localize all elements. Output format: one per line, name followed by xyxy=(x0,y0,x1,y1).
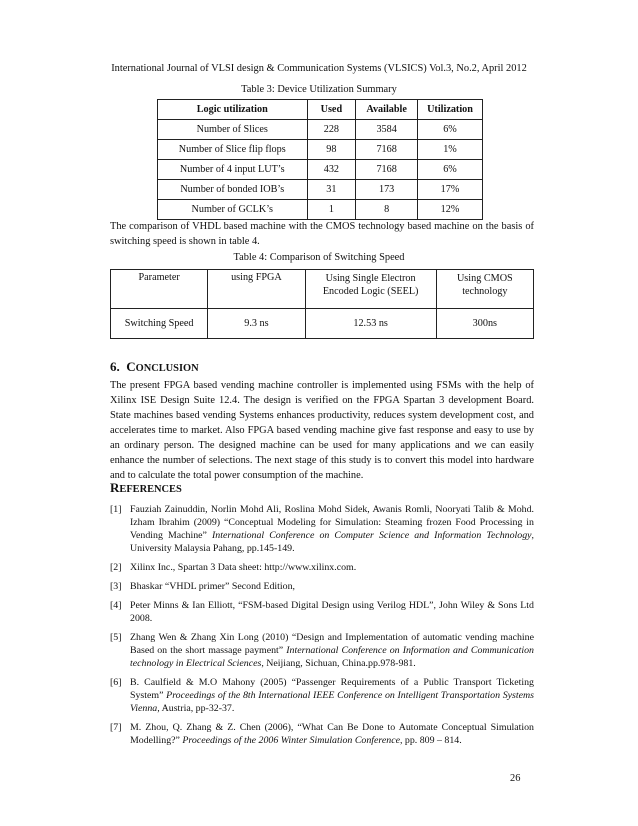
reference-venue: International Conference on Computer Science and Information Technology xyxy=(212,530,532,541)
table-cell: 12.53 ns xyxy=(305,309,436,339)
table-cell: 432 xyxy=(307,160,356,180)
reference-number: [6] xyxy=(110,677,122,688)
table-cell: Number of Slices xyxy=(158,120,308,140)
table-cell: 12% xyxy=(418,200,483,220)
table-cell: 98 xyxy=(307,140,356,160)
device-utilization-table xyxy=(157,99,483,220)
table-row xyxy=(158,200,483,220)
table-header-cell: Logic utilization xyxy=(158,100,308,120)
table-header-cell: using FPGA xyxy=(208,270,305,309)
table-header-cell: Available xyxy=(356,100,418,120)
reference-text: Bhaskar “VHDL primer” Second Edition, xyxy=(130,581,295,592)
table-cell: 7168 xyxy=(356,140,418,160)
table-cell: Number of bonded IOB’s xyxy=(158,180,308,200)
table-row xyxy=(111,309,534,339)
reference-tail: , pp. 809 – 814. xyxy=(399,735,462,746)
reference-text: Fauziah Zainuddin, Norlin Mohd Ali, Roslina Mohd Sidek, Awanis Romli, Nooryati Talib & Mohd. Izham Ibrahim (2009) “Conceptual Modeling for Simulation: Steaming frozen Food Processing in Vending Machine” xyxy=(130,504,534,541)
table-cell: 228 xyxy=(307,120,356,140)
reference-number: [7] xyxy=(110,722,122,733)
table-cell: Number of 4 input LUT’s xyxy=(158,160,308,180)
table-cell: Switching Speed xyxy=(111,309,208,339)
section-title-rest: EFERENCES xyxy=(119,484,182,495)
table-cell: 1% xyxy=(418,140,483,160)
reference-item xyxy=(110,721,534,747)
table-cell: 17% xyxy=(418,180,483,200)
reference-text: B. Caulfield & M.O Mahony (2005) “Passenger Requirements of a Public Transport Ticketing System” xyxy=(130,677,534,701)
table-row xyxy=(158,160,483,180)
table-cell: Number of Slice flip flops xyxy=(158,140,308,160)
reference-number: [3] xyxy=(110,581,122,592)
comparison-intro-paragraph: The comparison of VHDL based machine with the CMOS technology based machine on the basis of switching speed is shown in table 4. xyxy=(110,221,534,247)
reference-text: Xilinx Inc., Spartan 3 Data sheet: http://www.xilinx.com. xyxy=(130,562,357,573)
reference-number: [4] xyxy=(110,600,122,611)
switching-speed-table xyxy=(110,269,534,339)
section-title-initial: C xyxy=(126,359,136,374)
reference-item xyxy=(110,580,534,593)
table4-caption: Table 4: Comparison of Switching Speed xyxy=(233,252,405,263)
table-cell: 1 xyxy=(307,200,356,220)
table-cell: 31 xyxy=(307,180,356,200)
table-cell: 6% xyxy=(418,120,483,140)
table-cell: 8 xyxy=(356,200,418,220)
reference-item xyxy=(110,503,534,555)
table-cell: Number of GCLK’s xyxy=(158,200,308,220)
section-heading-conclusion xyxy=(110,359,199,375)
table-header-row xyxy=(158,100,483,120)
reference-list xyxy=(110,503,534,753)
table3-caption: Table 3: Device Utilization Summary xyxy=(241,84,397,95)
running-header: International Journal of VLSI design & Communication Systems (VLSICS) Vol.3, No.2, April 2012 xyxy=(111,63,527,74)
reference-venue: Proceedings of the 8th International IEEE Conference on Intelligent Transportation Systems Vienna xyxy=(130,690,535,714)
reference-tail: , University Malaysia Pahang, pp.145-149. xyxy=(130,530,535,554)
table-row xyxy=(158,120,483,140)
reference-number: [2] xyxy=(110,562,122,573)
reference-venue: Proceedings of the 2006 Winter Simulation Conference xyxy=(182,735,400,746)
table-cell: 300ns xyxy=(436,309,533,339)
table-header-cell: Using Single Electron Encoded Logic (SEEL) xyxy=(305,270,436,309)
reference-text: M. Zhou, Q. Zhang & Z. Chen (2006), “What Can Be Done to Automate Conceptual Simulation Modelling?” xyxy=(130,722,534,746)
reference-item xyxy=(110,676,534,715)
page-number: 26 xyxy=(510,773,521,784)
section-heading-references xyxy=(110,480,182,496)
table-header-cell: Used xyxy=(307,100,356,120)
table-row xyxy=(158,140,483,160)
table-cell: 7168 xyxy=(356,160,418,180)
reference-text: Peter Minns & Ian Elliott, “FSM-based Digital Design using Verilog HDL”, John Wiley & Sons Ltd 2008. xyxy=(130,600,534,624)
section-number: 6. xyxy=(110,359,120,374)
table-header-cell: Using CMOS technology xyxy=(436,270,533,309)
reference-item xyxy=(110,631,534,670)
table-cell: 3584 xyxy=(356,120,418,140)
reference-number: [1] xyxy=(110,504,122,515)
reference-text: Zhang Wen & Zhang Xin Long (2010) “Design and Implementation of automatic vending machine Based on the short massage payment” xyxy=(130,632,534,656)
table-header-cell: Utilization xyxy=(418,100,483,120)
reference-venue: International Conference on Information and Communication technology in Electrical Sciences xyxy=(130,645,534,669)
section-title-initial: R xyxy=(110,480,120,495)
conclusion-paragraph: The present FPGA based vending machine controller is implemented using FSMs with the help of Xilinx ISE Design Suite 12.4. The design is verified on the FPGA Spartan 3 development Board. State machines based vending Systems enhances productivity, reduces system development cost, and accelerates time to market. Also FPGA based vending machine give fast response and easy to use by an ordinary person. The designed machine can be used for many applications and we can easily enhance the number of selections. The next stage of this study is to convert this model into hardware and to calculate the total power consumption of the machine. xyxy=(110,380,534,481)
reference-item xyxy=(110,561,534,574)
table-cell: 173 xyxy=(356,180,418,200)
section-title-rest: ONCLUSION xyxy=(135,363,199,374)
reference-number: [5] xyxy=(110,632,122,643)
reference-tail: , Neijiang, Sichuan, China.pp.978-981. xyxy=(261,658,416,669)
table-header-row xyxy=(111,270,534,309)
table-header-cell: Parameter xyxy=(111,270,208,309)
table-cell: 9.3 ns xyxy=(208,309,305,339)
reference-item xyxy=(110,599,534,625)
table-cell: 6% xyxy=(418,160,483,180)
reference-tail: , Austria, pp-32-37. xyxy=(157,703,235,714)
table-row xyxy=(158,180,483,200)
